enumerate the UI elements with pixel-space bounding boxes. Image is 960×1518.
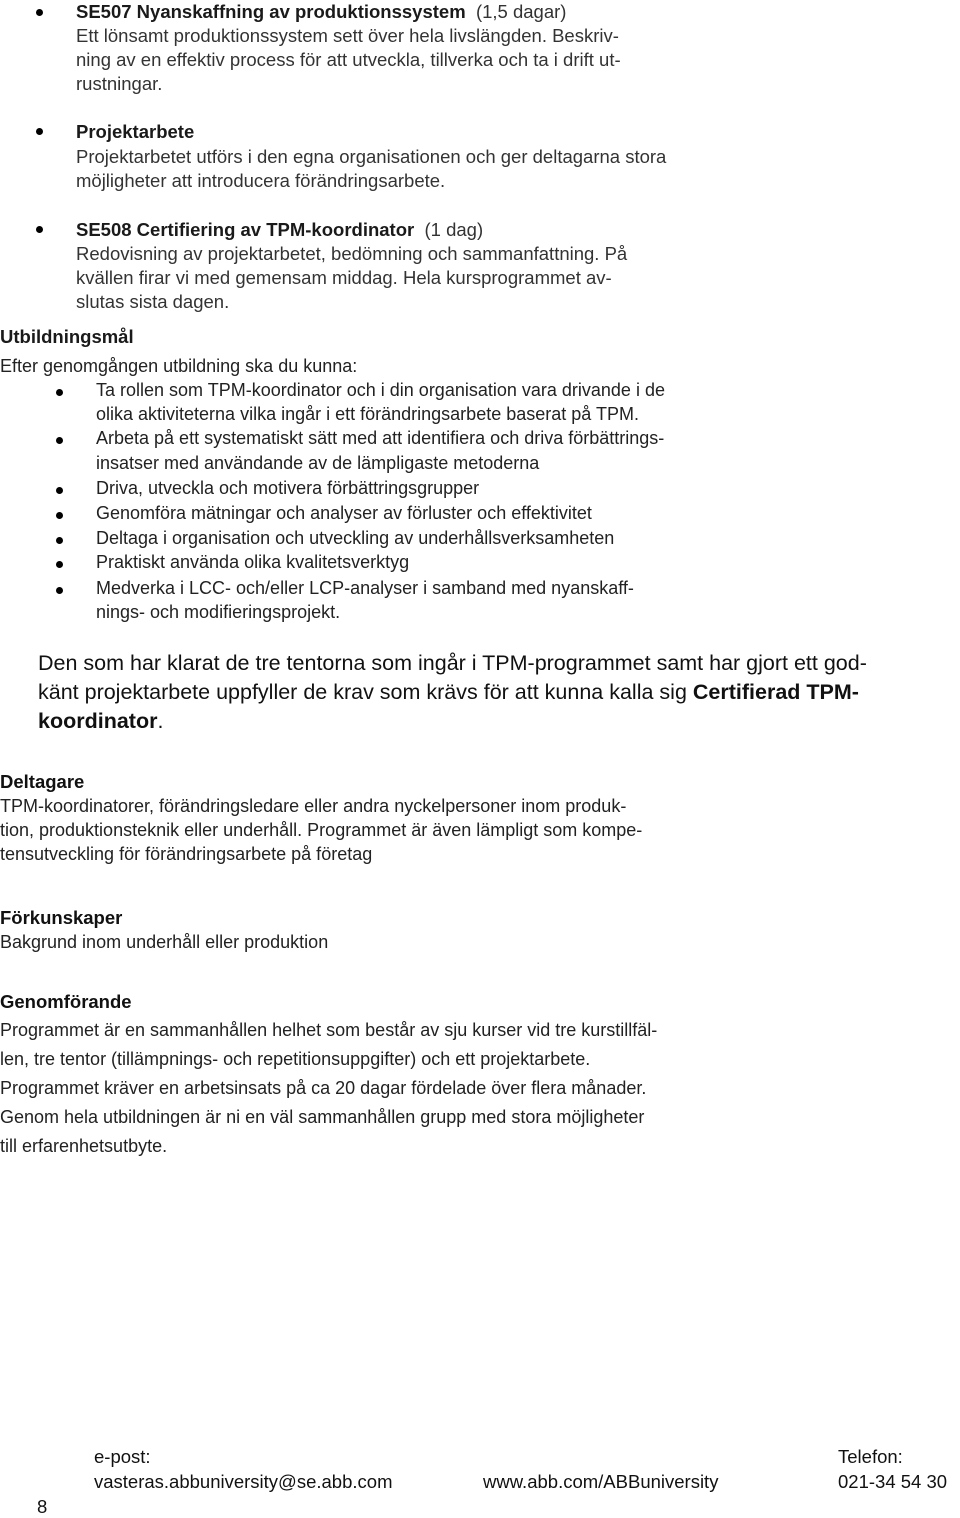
goal-item: Arbeta på ett systematiskt sätt med att identifiera och driva förbättrings- bbox=[96, 428, 665, 448]
goal-item: Deltaga i organisation och utveckling av underhållsverksamheten bbox=[96, 528, 615, 548]
participants-heading: Deltagare bbox=[0, 771, 85, 792]
goal-item: Medverka i LCC- och/eller LCP-analyser i samband med nyanskaff- bbox=[96, 578, 634, 598]
statement-text: känt projektarbete uppfyller de krav som krävs för att kunna kalla sig bbox=[38, 680, 693, 704]
prerequisites-heading: Förkunskaper bbox=[0, 907, 123, 928]
statement-line: Den som har klarat de tre tentorna som ingår i TPM-programmet samt har gjort ett god- bbox=[38, 651, 867, 675]
bullet bbox=[36, 128, 43, 135]
body-line: Programmet är en sammanhållen helhet som består av sju kurser vid tre kurstillfäl- bbox=[0, 1020, 658, 1040]
course-description-line: möjligheter att introducera förändringsarbete. bbox=[76, 170, 446, 191]
bullet bbox=[56, 437, 63, 444]
goals-heading: Utbildningsmål bbox=[0, 326, 134, 347]
body-line: Programmet kräver en arbetsinsats på ca 20 dagar fördelade över flera månader. bbox=[0, 1078, 647, 1098]
email-link[interactable]: vasteras.abbuniversity@se.abb.com bbox=[94, 1471, 393, 1492]
course-heading bbox=[76, 120, 194, 143]
goals-intro: Efter genomgången utbildning ska du kunna: bbox=[0, 356, 358, 376]
goal-item-continuation: nings- och modifieringsprojekt. bbox=[96, 602, 341, 622]
course-duration: (1,5 dagar) bbox=[475, 1, 567, 22]
certified-title-end: koordinator bbox=[38, 709, 158, 733]
course-description-line: kvällen firar vi med gemensam middag. Hela kursprogrammet av- bbox=[76, 267, 612, 288]
statement-text: . bbox=[157, 709, 164, 733]
page-number: 8 bbox=[37, 1496, 48, 1517]
bullet bbox=[56, 389, 63, 396]
course-title: SE507 Nyanskaffning av produktionssystem bbox=[76, 1, 466, 22]
course-description-line: rustningar. bbox=[76, 73, 163, 94]
bullet bbox=[56, 587, 63, 594]
goal-item: Praktiskt använda olika kvalitetsverktyg bbox=[96, 552, 410, 572]
bullet bbox=[56, 537, 63, 544]
course-description-line: ning av en effektiv process för att utveckla, tillverka och ta i drift ut- bbox=[76, 49, 621, 70]
course-description-line: Projektarbetet utförs i den egna organisationen och ger deltagarna stora bbox=[76, 146, 667, 167]
goal-item-continuation: olika aktiviteterna vilka ingår i ett förändringsarbete baserat på TPM. bbox=[96, 404, 639, 424]
body-line: till erfarenhetsutbyte. bbox=[0, 1136, 168, 1156]
body-line: len, tre tentor (tillämpnings- och repetitionsuppgifter) och ett projektarbete. bbox=[0, 1049, 591, 1069]
phone-label: Telefon: bbox=[838, 1446, 903, 1467]
bullet bbox=[36, 226, 43, 233]
goal-item: Genomföra mätningar och analyser av förluster och effektivitet bbox=[96, 503, 592, 523]
body-line: tion, produktionsteknik eller underhåll. Programmet är även lämpligt som kompe- bbox=[0, 820, 643, 840]
course-duration: (1 dag) bbox=[424, 219, 484, 240]
goal-item: Ta rollen som TPM-koordinator och i din organisation vara drivande i de bbox=[96, 380, 665, 400]
certified-title: Certifierad TPM- bbox=[692, 680, 859, 704]
statement-line bbox=[38, 680, 859, 705]
body-line: tensutveckling för förändringsarbete på företag bbox=[0, 844, 373, 864]
bullet bbox=[56, 561, 63, 568]
course-title: Projektarbete bbox=[76, 121, 195, 142]
email-label: e-post: bbox=[94, 1446, 151, 1467]
implementation-heading: Genomförande bbox=[0, 991, 132, 1012]
course-description-line: Redovisning av projektarbetet, bedömning och sammanfattning. På bbox=[76, 243, 628, 264]
body-line: Genom hela utbildningen är ni en väl sammanhållen grupp med stora möjligheter bbox=[0, 1107, 645, 1127]
course-title: SE508 Certifiering av TPM-koordinator bbox=[76, 219, 415, 240]
bullet bbox=[56, 487, 63, 494]
course-description-line: slutas sista dagen. bbox=[76, 291, 230, 312]
phone-number: 021-34 54 30 bbox=[838, 1471, 948, 1492]
body-line: Bakgrund inom underhåll eller produktion bbox=[0, 932, 329, 952]
bullet bbox=[56, 512, 63, 519]
goal-item-continuation: insatser med användande av de lämpligaste metoderna bbox=[96, 453, 540, 473]
statement-line bbox=[38, 709, 163, 734]
course-heading bbox=[76, 0, 566, 23]
body-line: TPM-koordinatorer, förändringsledare eller andra nyckelpersoner inom produk- bbox=[0, 796, 627, 816]
website-link[interactable]: www.abb.com/ABBuniversity bbox=[483, 1471, 719, 1492]
course-description-line: Ett lönsamt produktionssystem sett över hela livslängden. Beskriv- bbox=[76, 25, 619, 46]
bullet bbox=[36, 9, 43, 16]
course-heading bbox=[76, 218, 483, 241]
goal-item: Driva, utveckla och motivera förbättringsgrupper bbox=[96, 478, 480, 498]
